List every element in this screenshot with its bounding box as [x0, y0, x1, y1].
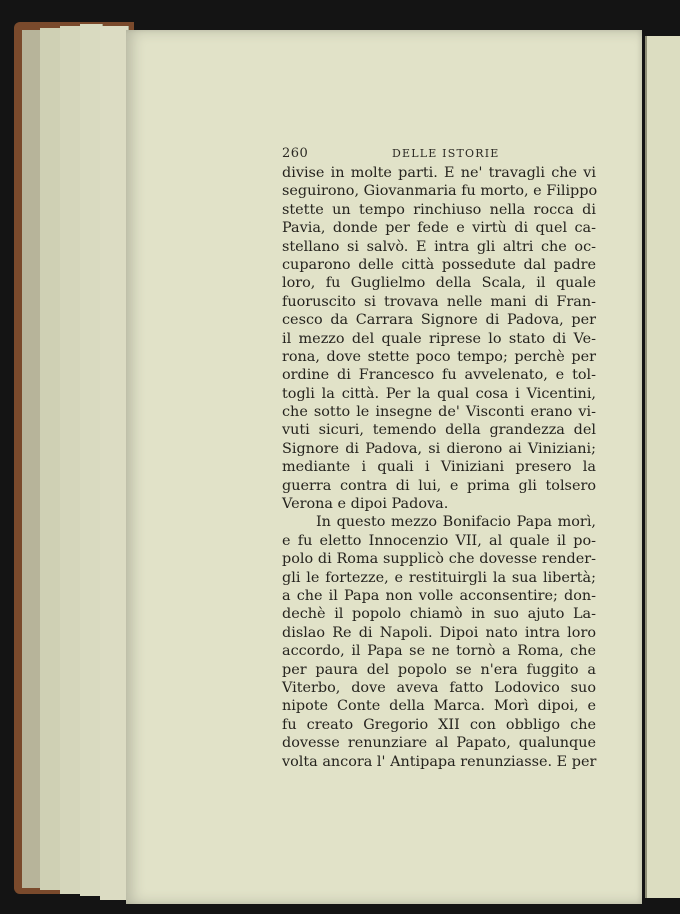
- text-line: dovesse renunziare al Papato, qualunque: [282, 735, 596, 752]
- body-text: [282, 164, 596, 771]
- text-line: rona, dove stette poco tempo; perchè per: [282, 348, 596, 365]
- text-line: Pavia, donde per fede e virtù di quel ca-: [282, 220, 596, 237]
- text-line: a che il Papa non volle acconsentire; don-: [282, 587, 596, 604]
- text-line: Signore di Padova, si dierono ai Viniziani;: [282, 440, 596, 457]
- text-line: vuti sicuri, temendo della grandezza del: [282, 422, 596, 439]
- page-edge: [100, 26, 129, 900]
- next-page-edge: [645, 36, 680, 898]
- running-title: DELLE ISTORIE: [392, 147, 500, 160]
- page-number: 260: [282, 146, 309, 161]
- text-line: cuparono delle città possedute dal padre: [282, 256, 596, 273]
- text-line: fuoruscito si trovava nelle mani di Fran-: [282, 293, 596, 310]
- text-line: accordo, il Papa se ne tornò a Roma, che: [282, 643, 596, 660]
- text-line: polo di Roma supplicò che dovesse render-: [282, 551, 596, 568]
- text-line: guerra contra di lui, e prima gli tolsero: [282, 477, 596, 494]
- text-line: In questo mezzo Bonifacio Papa morì,: [316, 514, 596, 531]
- text-line: loro, fu Guglielmo della Scala, il quale: [282, 275, 596, 292]
- text-line: dislao Re di Napoli. Dipoi nato intra loro: [282, 624, 596, 641]
- text-line: dechè il popolo chiamò in suo ajuto La-: [282, 606, 596, 623]
- text-line: e fu eletto Innocenzio VII, al quale il po-: [282, 532, 596, 549]
- text-line: divise in molte parti. E ne' travagli che vi: [282, 165, 596, 181]
- text-line: nipote Conte della Marca. Morì dipoi, e: [282, 698, 596, 715]
- text-line: stette un tempo rinchiuso nella rocca di: [282, 201, 596, 218]
- page-header: [282, 146, 594, 164]
- text-line: mediante i quali i Viniziani presero la: [282, 459, 596, 476]
- text-line: gli le fortezze, e restituirgli la sua libertà;: [282, 569, 596, 586]
- text-line: volta ancora l' Antipapa renunziasse. E per: [282, 753, 597, 770]
- text-line: Viterbo, dove aveva fatto Lodovico suo: [282, 679, 596, 696]
- text-line: che sotto le insegne de' Visconti erano vi-: [282, 404, 596, 421]
- text-line: togli la città. Per la qual cosa i Vicentini,: [282, 385, 596, 402]
- text-line: cesco da Carrara Signore di Padova, per: [282, 312, 596, 329]
- text-line: per paura del popolo se n'era fuggito a: [282, 661, 596, 678]
- text-line: seguirono, Giovanmaria fu morto, e Filippo: [282, 183, 598, 200]
- text-line: ordine di Francesco fu avvelenato, e tol-: [282, 367, 596, 384]
- text-line: Verona e dipoi Padova.: [282, 496, 449, 513]
- text-line: il mezzo del quale riprese lo stato di Ve-: [282, 330, 596, 347]
- text-line: stellano si salvò. E intra gli altri che oc-: [282, 238, 596, 255]
- text-line: fu creato Gregorio XII con obbligo che: [282, 716, 596, 733]
